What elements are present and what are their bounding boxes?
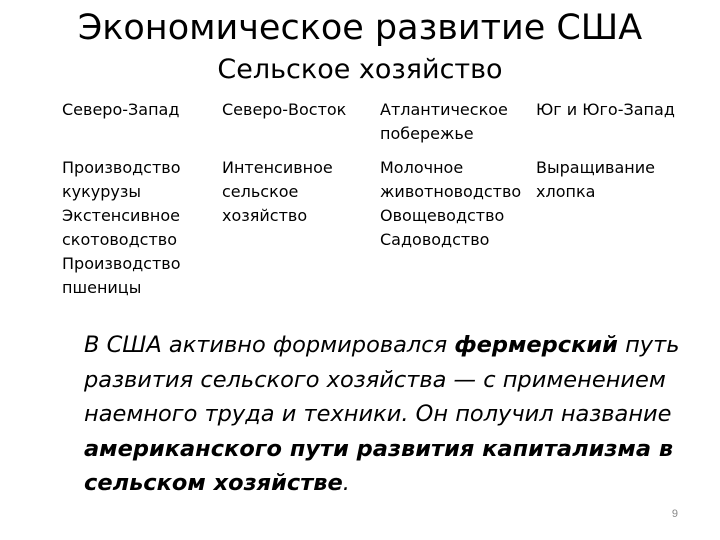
note-text-1: В США активно формировался xyxy=(84,332,455,358)
summary-note xyxy=(84,328,694,501)
slide-subtitle: Сельское хозяйство xyxy=(217,54,503,85)
region-header-south-southwest: Юг и Юго-Запад xyxy=(536,100,675,119)
region-header-northeast: Северо-Восток xyxy=(222,100,347,119)
page-number: 9 xyxy=(671,508,678,520)
note-text-3: . xyxy=(342,470,350,496)
region-body-south-southwest: Выращивание хлопка xyxy=(536,158,655,201)
region-header-atlantic-coast: Атлантическое побережье xyxy=(380,100,508,143)
region-body-northwest: Производство кукурузы Экстенсивное скотоводство Производство пшеницы xyxy=(62,158,181,297)
region-body-northeast: Интенсивное сельское хозяйство xyxy=(222,158,333,225)
note-text-2: путь развития сельского хозяйства — с применением наемного труда и техники. Он получил название xyxy=(84,332,680,427)
note-bold-2: американского пути развития капитализма в сельском хозяйстве xyxy=(84,435,674,496)
note-bold-1: фермерский xyxy=(454,332,618,358)
region-header-northwest: Северо-Запад xyxy=(62,100,180,119)
region-body-atlantic-coast: Молочное животноводство Овощеводство Садоводство xyxy=(380,158,522,249)
slide-title: Экономическое развитие США xyxy=(77,8,643,48)
